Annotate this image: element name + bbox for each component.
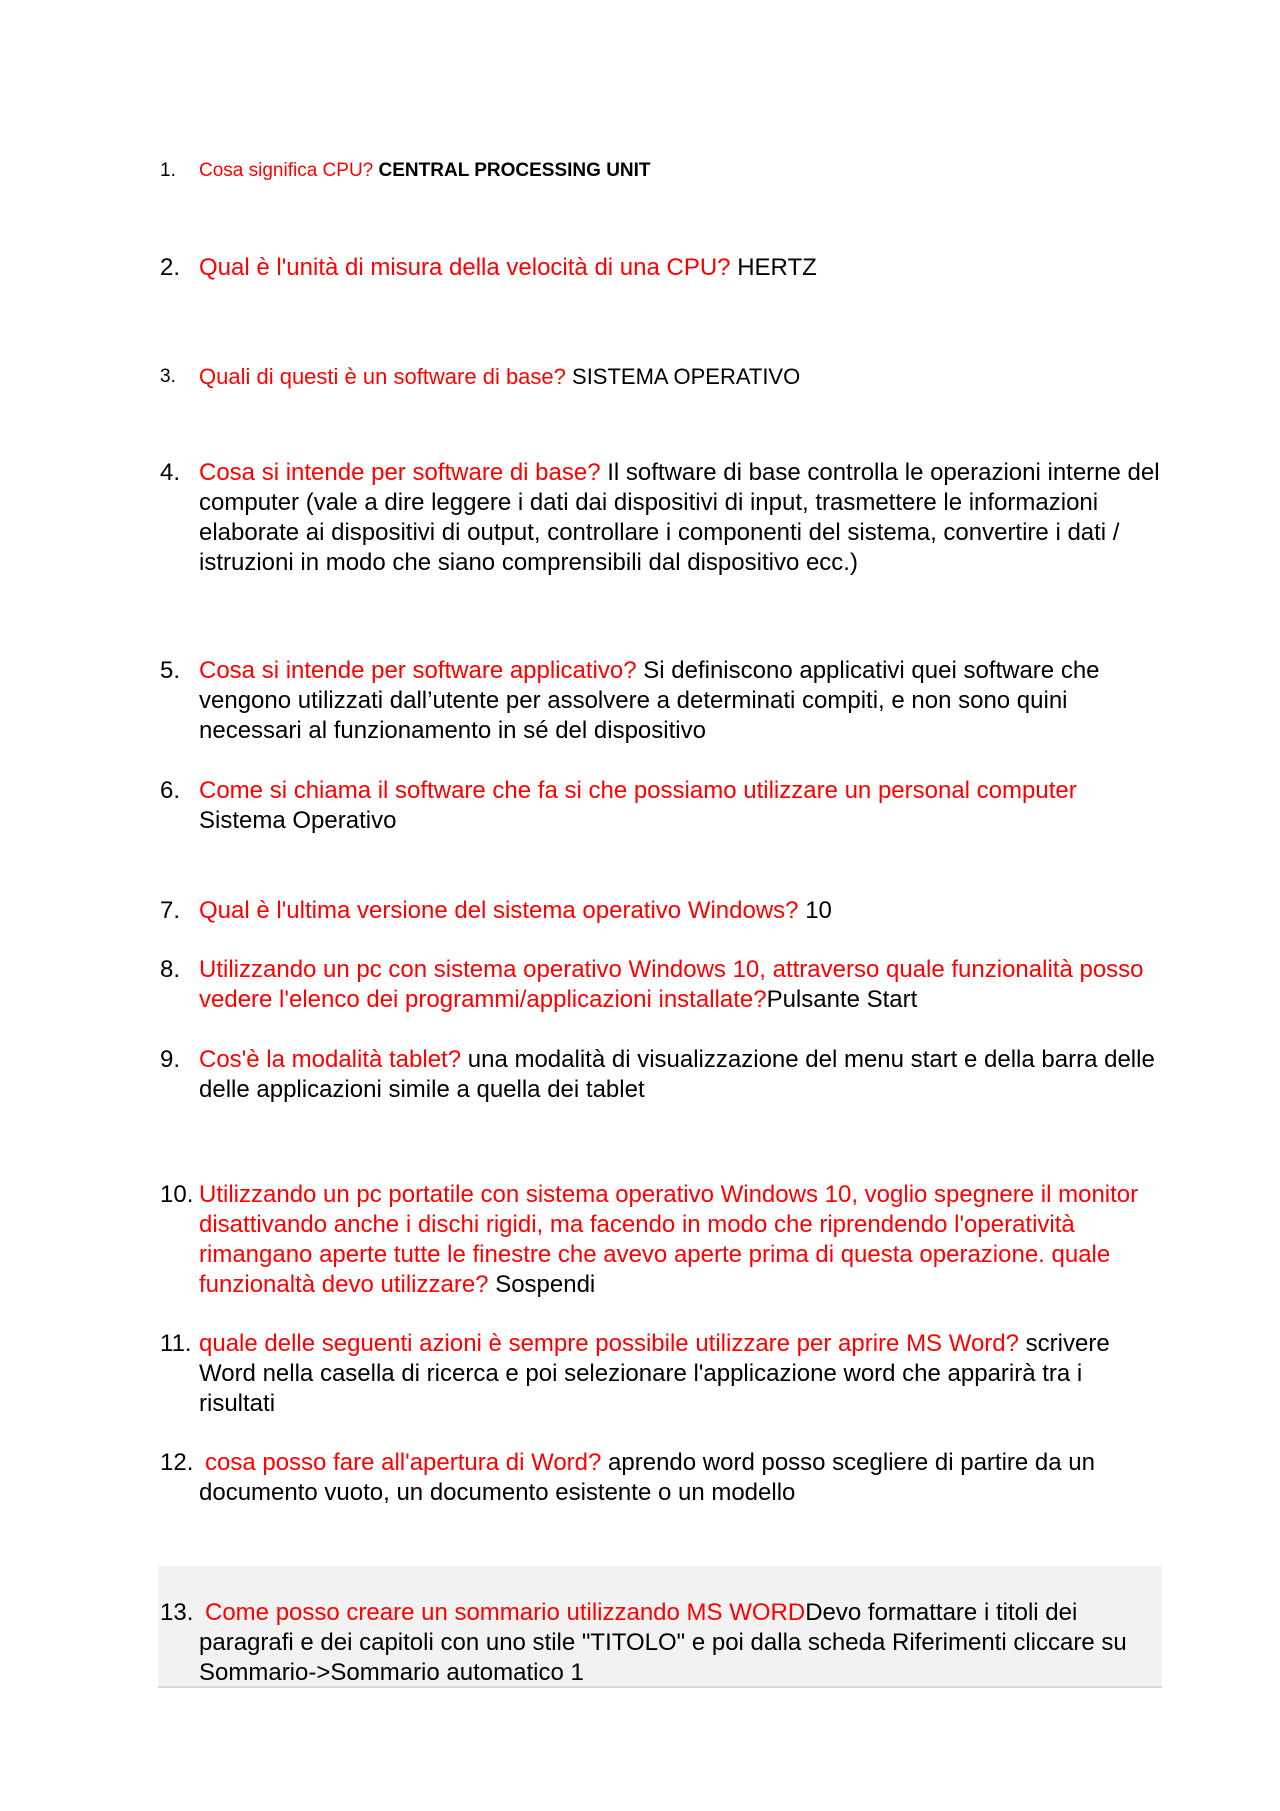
list-item-4 xyxy=(160,458,1160,578)
item-number: 9. xyxy=(160,1046,181,1073)
item-number: 8. xyxy=(160,956,181,983)
list-item-6 xyxy=(160,776,1160,836)
list-item-13 xyxy=(160,1598,1160,1688)
list-item-1 xyxy=(160,156,1160,186)
item-number: 10. xyxy=(160,1181,194,1208)
item-number: 12. xyxy=(160,1449,194,1476)
answer-text: Si definiscono applicativi quei software che vengono utilizzati dall’utente per assolvere a determinati compiti, e non sono quini necessari al funzionamento in sé del dispositivo xyxy=(199,657,1100,744)
item-number: 3. xyxy=(160,366,176,387)
question-text: Quali di questi è un software di base? xyxy=(199,364,566,389)
item-number: 13. xyxy=(160,1599,194,1626)
question-text: Cosa significa CPU? xyxy=(199,160,374,181)
question-text: Cosa si intende per software applicativo? xyxy=(199,657,637,684)
question-text: cosa posso fare all'apertura di Word? xyxy=(205,1449,602,1476)
answer-text: Sistema Operativo xyxy=(199,807,397,834)
answer-text: Il software di base controlla le operazioni interne del computer (vale a dire leggere i dati dai dispositivi di input, trasmettere le informazioni elaborate ai dispositivi di output, controllare i componenti del sistema, convertire i dati / istruzioni in modo che siano comprensibili dal dispositivo ecc.) xyxy=(199,459,1160,576)
item-number: 1. xyxy=(160,160,176,181)
item-number: 5. xyxy=(160,657,181,684)
question-text: Qual è l'unità di misura della velocità di una CPU? xyxy=(199,254,731,281)
question-text: Cos'è la modalità tablet? xyxy=(199,1046,462,1073)
list-item-12 xyxy=(160,1448,1160,1508)
list-item-7 xyxy=(160,896,1160,926)
question-text: Come posso creare un sommario utilizzando MS WORD xyxy=(205,1599,806,1626)
answer-text: Pulsante Start xyxy=(766,986,918,1013)
question-text: Utilizzando un pc portatile con sistema operativo Windows 10, voglio spegnere il monitor disattivando anche i dischi rigidi, ma facendo in modo che riprendendo l'operatività rimangano aperte tutte le finestre che avevo aperte prima di questa operazione. quale funzionaltà devo utilizzare? xyxy=(199,1181,1139,1298)
question-text: Cosa si intende per software di base? xyxy=(199,459,601,486)
answer-text: una modalità di visualizzazione del menu start e della barra delle delle applicazioni simile a quella dei tablet xyxy=(199,1046,1155,1103)
item-number: 11. xyxy=(160,1330,192,1357)
list-item-11 xyxy=(160,1329,1160,1419)
answer-text: aprendo word posso scegliere di partire da un documento vuoto, un documento esistente o un modello xyxy=(199,1449,1095,1506)
answer-text: scrivere Word nella casella di ricerca e poi selezionare l'applicazione word che apparirà tra i risultati xyxy=(199,1330,1110,1417)
list-item-5 xyxy=(160,656,1160,746)
answer-text: Sospendi xyxy=(495,1271,596,1298)
item-number: 2. xyxy=(160,254,181,281)
question-text: Come si chiama il software che fa si che possiamo utilizzare un personal computer xyxy=(199,777,1077,804)
item-number: 4. xyxy=(160,459,181,486)
answer-text: Devo formattare i titoli dei paragrafi e dei capitoli con uno stile "TITOLO" e poi dalla scheda Riferimenti cliccare su Sommario->Sommario automatico 1 xyxy=(199,1599,1127,1686)
list-item-10 xyxy=(160,1180,1160,1300)
list-item-9 xyxy=(160,1045,1160,1105)
answer-text: SISTEMA OPERATIVO xyxy=(572,364,801,389)
answer-text: 10 xyxy=(805,897,832,924)
item-number: 7. xyxy=(160,897,181,924)
question-text: Qual è l'ultima versione del sistema operativo Windows? xyxy=(199,897,799,924)
question-text: quale delle seguenti azioni è sempre possibile utilizzare per aprire MS Word? xyxy=(199,1330,1019,1357)
answer-text: HERTZ xyxy=(737,254,817,281)
answer-text: CENTRAL PROCESSING UNIT xyxy=(378,160,651,181)
list-item-8 xyxy=(160,955,1160,1015)
list-item-2 xyxy=(160,253,1160,283)
item-number: 6. xyxy=(160,777,181,804)
list-item-3 xyxy=(160,362,1160,392)
question-text: Utilizzando un pc con sistema operativo Windows 10, attraverso quale funzionalità posso vedere l'elenco dei programmi/applicazioni installate? xyxy=(199,956,1144,1013)
